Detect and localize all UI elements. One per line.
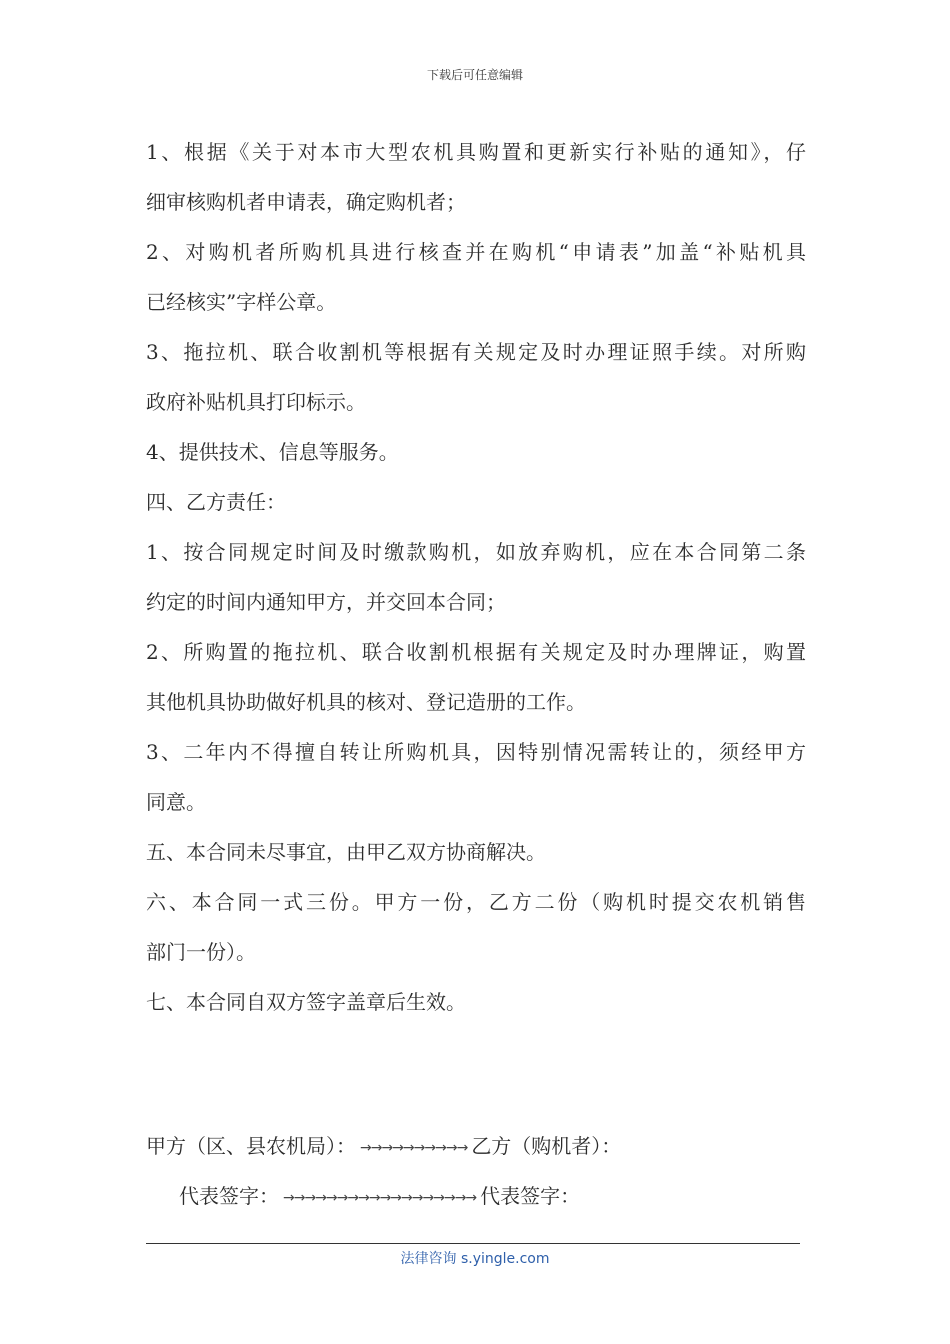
party-b-label: 乙方（购机者）： (471, 1134, 622, 1158)
text-line: 已经核实”字样公章。 (146, 290, 337, 314)
rep-b-label: 代表签字： (480, 1184, 581, 1208)
text-line: 3、拖拉机、联合收割机等根据有关规定及时办理证照手续。对所购 (146, 340, 806, 364)
text-line: 4、提供技术、信息等服务。 (146, 440, 399, 464)
footer-divider (146, 1243, 800, 1244)
text-line: 3、二年内不得擅自转让所购机具，因特别情况需转让的，须经甲方 (146, 740, 806, 764)
text-line: 2、所购置的拖拉机、联合收割机根据有关规定及时办理牌证，购置 (146, 640, 806, 664)
text-line: 1、根据《关于对本市大型农机具购置和更新实行补贴的通知》，仔 (146, 140, 806, 164)
text-line: 细审核购机者申请表，确定购机者； (146, 190, 466, 214)
text-line: 部门一份）。 (146, 940, 256, 964)
text-line: 其他机具协助做好机具的核对、登记造册的工作。 (146, 690, 586, 714)
text-line: 1、按合同规定时间及时缴款购机，如放弃购机，应在本合同第二条 (146, 540, 806, 564)
text-line: 2、对购机者所购机具进行核查并在购机“申请表”加盖“补贴机具 (146, 240, 806, 264)
signature-row-representatives (179, 1181, 580, 1213)
contract-body (146, 127, 806, 1027)
text-line: 七、本合同自双方签字盖章后生效。 (146, 990, 466, 1014)
rep-a-label: 代表签字： (179, 1184, 279, 1208)
section-heading: 四、乙方责任： (146, 490, 286, 514)
text-line: 六、本合同一式三份。甲方一份，乙方二份（购机时提交农机销售 (146, 890, 806, 914)
text-line: 五、本合同未尽事宜，由甲乙双方协商解决。 (146, 840, 546, 864)
text-line: 约定的时间内通知甲方，并交回本合同； (146, 590, 506, 614)
rep-fill-arrows: →→→→→→→→→→→→→→→→→→ (283, 1189, 477, 1206)
party-a-label: 甲方（区、县农机局）： (146, 1134, 356, 1158)
text-line: 政府补贴机具打印标示。 (146, 390, 366, 414)
text-line: 同意。 (146, 790, 206, 814)
header-note: 下载后可任意编辑 (426, 68, 523, 82)
signature-row-parties (146, 1131, 621, 1163)
party-a-fill-arrows: →→→→→→→→→→ (360, 1139, 468, 1156)
footer-link[interactable]: 法律咨询 s.yingle.com (400, 1251, 550, 1267)
